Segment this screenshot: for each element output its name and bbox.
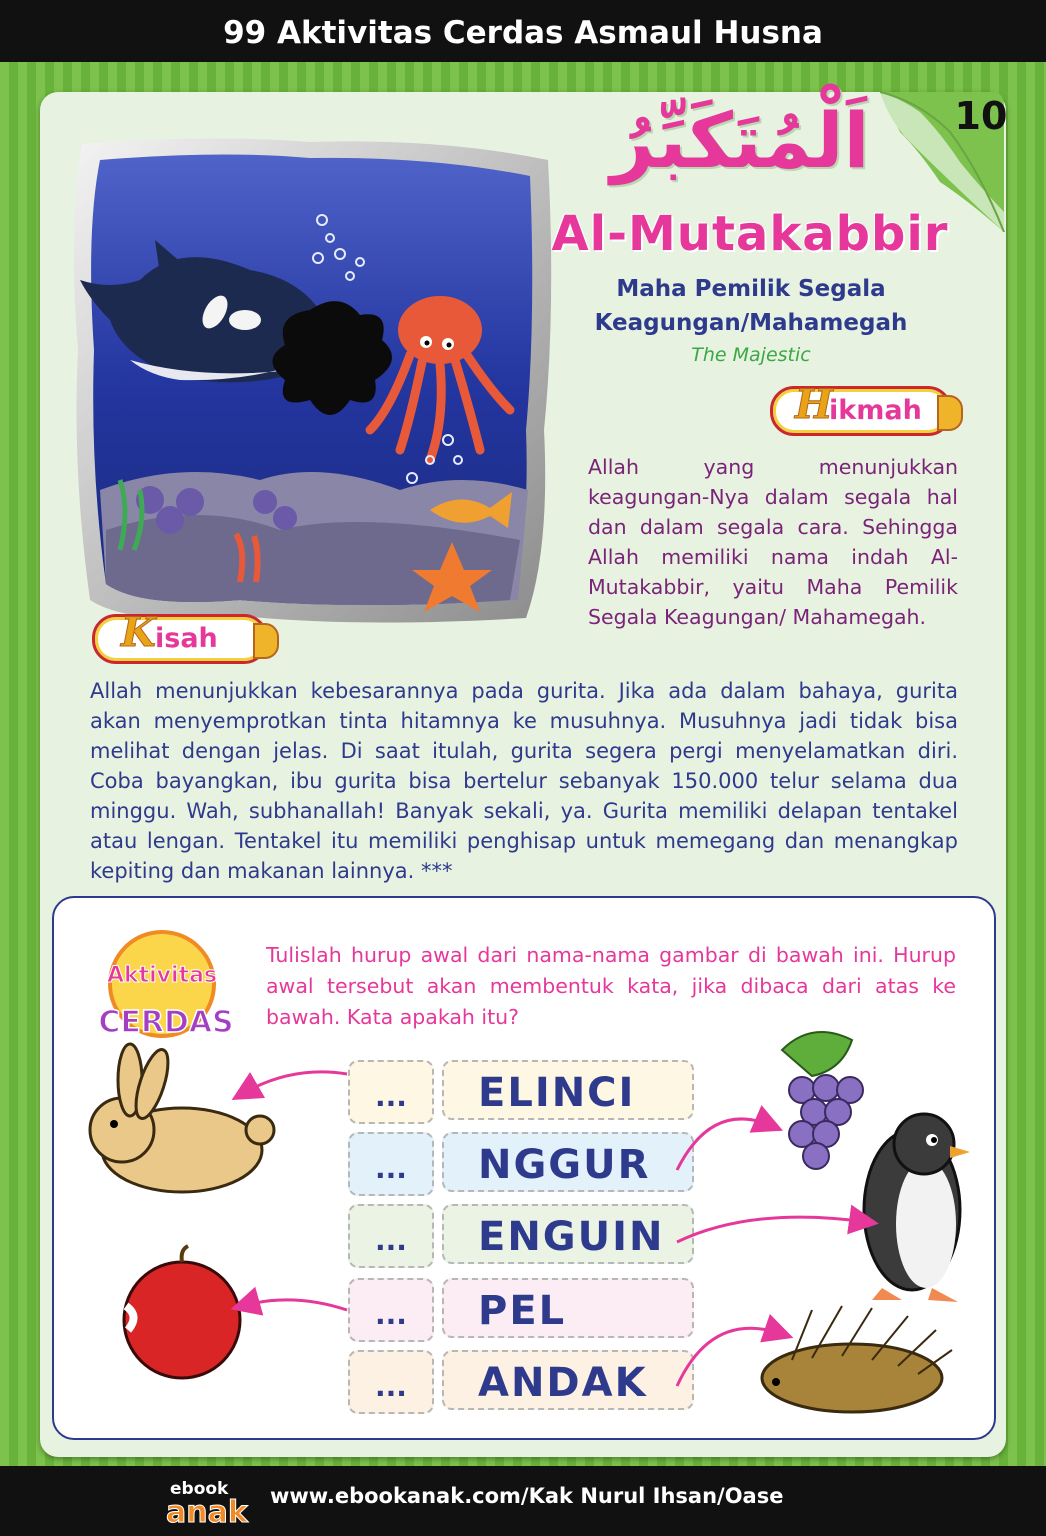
- answer-blank-penguin[interactable]: ...: [348, 1204, 434, 1268]
- footer-logo-top: ebook: [170, 1479, 229, 1499]
- logo-top-text: Aktivitas: [106, 963, 218, 988]
- hikmah-badge-label: ikmah: [829, 395, 922, 426]
- footer-logo-bottom: anak: [166, 1495, 248, 1528]
- kisah-badge-initial: K: [121, 609, 156, 656]
- answer-blank-porcupine[interactable]: ...: [348, 1350, 434, 1414]
- hikmah-badge-scroll: [937, 395, 963, 431]
- book-title-bar: [0, 0, 1046, 62]
- hikmah-badge: [770, 381, 952, 436]
- page-number: 10: [954, 94, 1008, 138]
- kisah-badge-label: isah: [155, 623, 218, 654]
- word-rabbit: ELINCI: [442, 1060, 694, 1120]
- asma-name: Al-Mutakabbir: [551, 206, 949, 262]
- word-porcupine: ANDAK: [442, 1350, 694, 1410]
- english-meaning: The Majestic: [691, 344, 811, 366]
- kisah-badge-scroll: [253, 623, 279, 659]
- word-penguin: ENGUIN: [442, 1204, 694, 1264]
- answer-blank-apple[interactable]: ...: [348, 1278, 434, 1342]
- porcupine-picture: [762, 1306, 952, 1412]
- hikmah-paragraph: Allah yang menunjukkan keagungan-Nya dalam segala hal dan dalam segala cara. Sehingga Allah memiliki nama indah Al-Mutakabbir, yaitu Maha Pemilik Segala Keagungan/ Mahamegah.: [588, 455, 958, 629]
- word-apple: PEL: [442, 1278, 694, 1338]
- penguin-picture: [864, 1114, 970, 1302]
- meaning-line-2: Keagungan/Mahamegah: [594, 310, 908, 336]
- meaning-line-1: Maha Pemilik Segala: [616, 276, 886, 302]
- octopus-orca-illustration: [60, 130, 560, 630]
- grapes-picture: [782, 1032, 863, 1169]
- hikmah-badge-initial: H: [795, 381, 833, 428]
- kisah-paragraph: Allah menunjukkan kebesarannya pada gurita. Jika ada dalam bahaya, gurita akan menyemprotkan tinta hitamnya ke musuhnya. Musuhnya jadi tidak bisa melihat dengan jelas. Di saat itulah, gurita segera pergi menyelamatkan diri. Coba bayangkan, ibu gurita bisa bertelur sebanyak 150.000 telur selama dua minggu. Wah, subhanallah! Banyak sekali, ya. Gurita memiliki delapan tentakel atau lengan. Tentakel itu memiliki penghisap untuk memegang dan menangkap kepiting dan makanan lainnya. ***: [90, 679, 958, 883]
- arabic-name: اَلْمُتَكَبِّرُ: [610, 96, 870, 185]
- answer-blank-grapes[interactable]: ...: [348, 1132, 434, 1196]
- kisah-badge: [92, 609, 268, 664]
- activity-pictures: [52, 1010, 992, 1430]
- footer-url: www.ebookanak.com/Kak Nurul Ihsan/Oase: [270, 1484, 784, 1508]
- logo-bottom-text: CERDAS: [98, 1005, 234, 1040]
- ebookanak-logo: [164, 1474, 264, 1528]
- rabbit-picture: [90, 1044, 274, 1192]
- apple-picture: [124, 1246, 240, 1378]
- activity-instruction: Tulislah hurup awal dari nama-nama gambar di bawah ini. Hurup awal tersebut akan membentuk kata, jika dibaca dari atas ke bawah. Kata apakah itu?: [266, 943, 956, 1029]
- word-grapes: NGGUR: [442, 1132, 694, 1192]
- book-title: 99 Aktivitas Cerdas Asmaul Husna: [223, 15, 823, 51]
- answer-blank-rabbit[interactable]: ...: [348, 1060, 434, 1124]
